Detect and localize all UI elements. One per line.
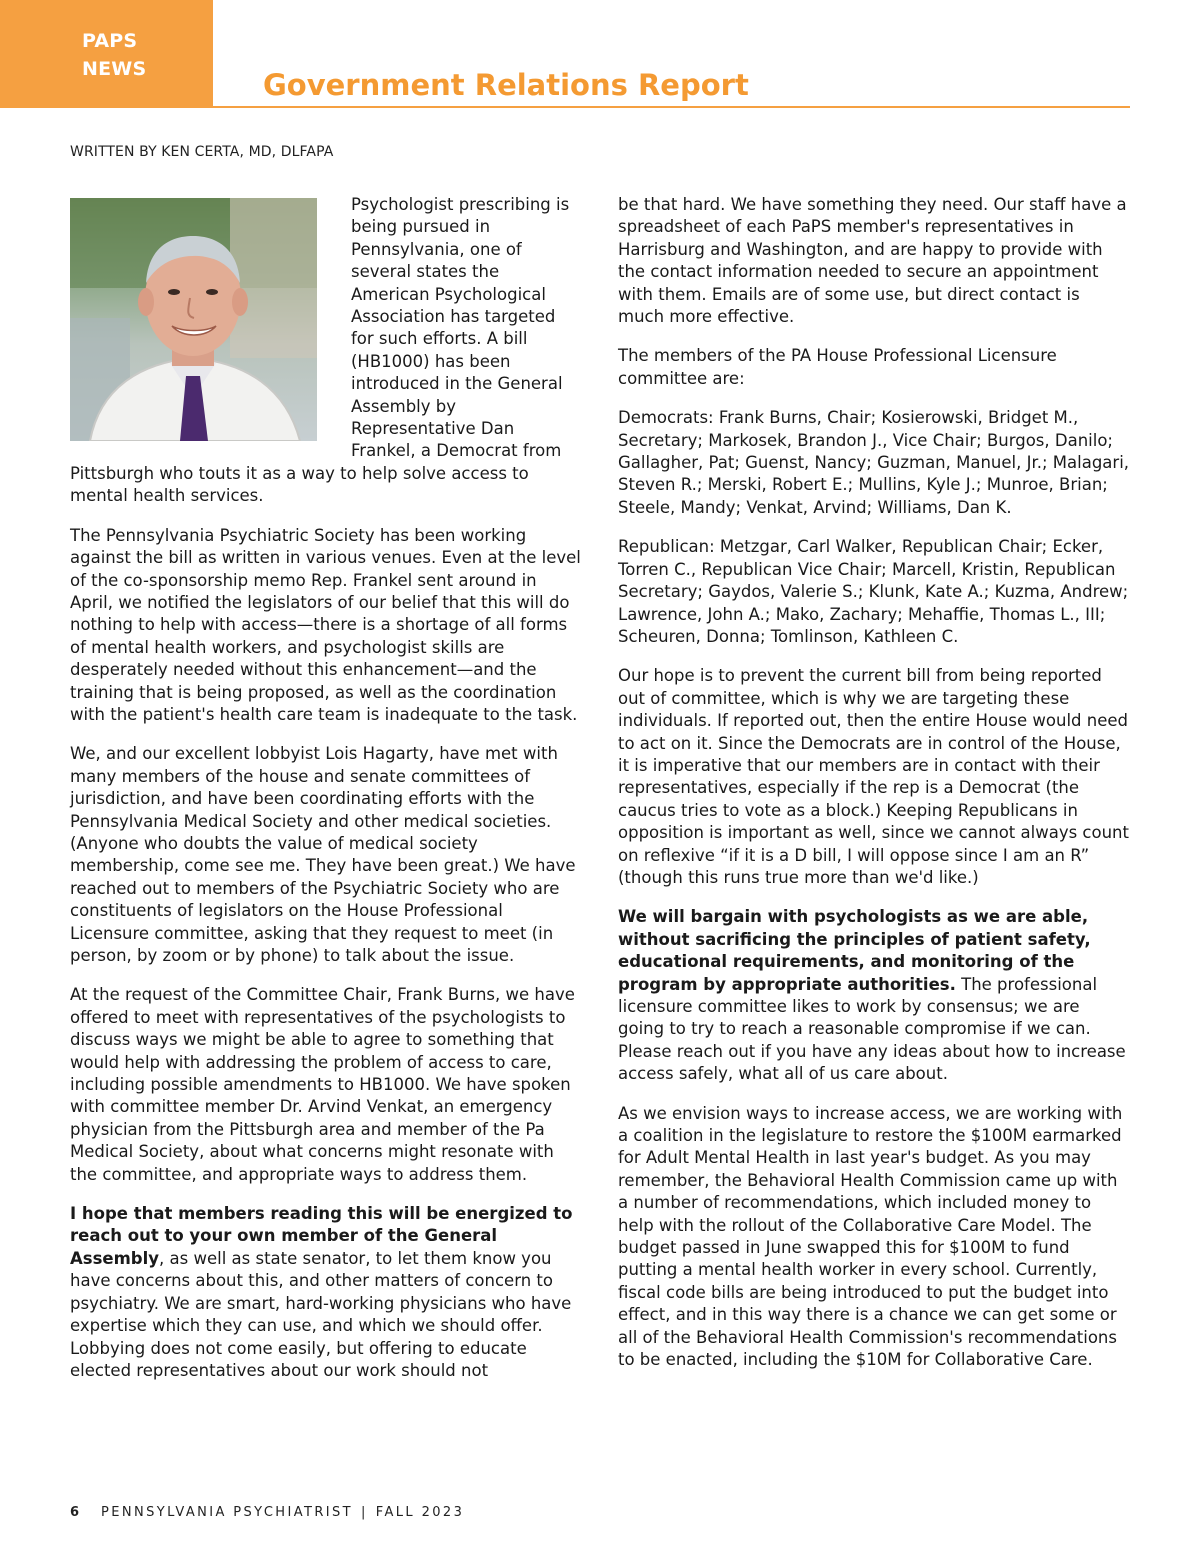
paragraph: Psychologist prescribing is being pursued in Pennsylvania, one of several states the American Psychological Association has targeted for such efforts. A bill (HB1000) has been introduced in the General Assembly by Representative Dan Frankel, a Democrat from Pittsburgh who touts it as a way to help solve access to mental health services. (70, 195, 570, 506)
emphasis-text: I hope that members reading this will be energized to reach out to your own member of the General Assembly (70, 1204, 573, 1268)
paragraph-text: , as well as state senator, to let them know you have concerns about this, and other matters of concern to psychiatry. We are smart, hard-working physicians who have expertise which they can use, and which we should offer. Lobbying does not come easily, but offering to educate elected representatives about our work should not (70, 1248, 572, 1380)
section-label-line1: PAPS (82, 30, 138, 52)
emphasis-text: We will bargain with psychologists as we are able, without sacrificing the principles of patient safety, educational requirements, and monitoring of the program by appropriate authorities. (618, 907, 1091, 994)
paragraph (70, 1203, 582, 1382)
paragraph: As we envision ways to increase access, we are working with a coalition in the legislature to restore the $100M earmarked for Adult Mental Health in last year's budget. As you may remember, the Behavioral Health Commission came up with a number of recommendations, which included money to help with the rollout of the Collaborative Care Model. The budget passed in June swapped this for $100M to fund putting a mental health worker in every school. Currently, fiscal code bills are being introduced to put the budget into effect, and in this way there is a chance we can get some or all of the Behavioral Health Commission's recommendations to be enacted, including the $10M for Collaborative Care. (618, 1103, 1123, 1370)
paragraph: We, and our excellent lobbyist Lois Hagarty, have met with many members of the house and senate committees of jurisdiction, and have been coordinating efforts with the Pennsylvania Medical Society and other medical societies. (Anyone who doubts the value of medical society membership, come see me. They have been great.) We have reached out to members of the Psychiatric Society who are constituents of legislators on the House Professional Licensure committee, asking that they request to meet (in person, by zoom or by phone) to talk about the issue. (70, 744, 576, 965)
paragraph: The Pennsylvania Psychiatric Society has been working against the bill as written in various venues. Even at the level of the co-sponsorship memo Rep. Frankel sent around in April, we notified the legislators of our belief that this will do nothing to help with access—there is a shortage of all forms of mental health workers, and psychologist skills are desperately needed without this enhancement—and the training that is being proposed, as well as the coordination with the patient's health care team is inadequate to the task. (70, 525, 581, 724)
paragraph: Our hope is to prevent the current bill from being reported out of committee, which is why we are targeting these individuals. If reported out, then the entire House would need to act on it. Since the Democrats are in control of the House, it is imperative that our members are in contact with their representatives, especially if the rep is a Democrat (the caucus tries to vote as a block.) Keeping Republicans in opposition is important as well, since we cannot always count on reflexive “if it is a D bill, I will oppose since I am an R” (though this runs true more than we'd like.) (618, 666, 1129, 887)
paragraph: be that hard. We have something they need. Our staff have a spreadsheet of each PaPS member's representatives in Harrisburg and Washington, and are happy to provide with the contact information needed to secure an appointment with them. Emails are of some use, but direct contact is much more effective. (618, 195, 1127, 327)
byline: WRITTEN BY KEN CERTA, MD, DLFAPA (70, 144, 334, 160)
paragraph: Democrats: Frank Burns, Chair; Kosierowski, Bridget M., Secretary; Markosek, Brandon J., Vice Chair; Burgos, Danilo; Gallagher, Pat; Guenst, Nancy; Guzman, Manuel, Jr.; Malagari, Steven R.; Merski, Robert E.; Mullins, Kyle J.; Munroe, Brian; Steele, Mandy; Venkat, Arvind; Williams, Dan K. (618, 408, 1130, 517)
page-title: Government Relations Report (263, 68, 749, 102)
paragraph: The members of the PA House Professional Licensure committee are: (618, 346, 1057, 388)
article-column-right (618, 194, 1130, 1389)
page-footer (70, 1505, 464, 1520)
footer-separator: | (361, 1505, 368, 1520)
paragraph: At the request of the Committee Chair, Frank Burns, we have offered to meet with representatives of the psychologists to discuss ways we might be able to agree to something that would help with addressing the problem of access to care, including possible amendments to HB1000. We have spoken with committee member Dr. Arvind Venkat, an emergency physician from the Pittsburgh area and member of the Pa Medical Society, about what concerns might resonate with the committee, and appropriate ways to address them. (70, 985, 575, 1184)
header-divider (213, 106, 1130, 108)
issue-label: FALL 2023 (375, 1505, 465, 1520)
section-label-line2: NEWS (82, 58, 147, 80)
publication-name: PENNSYLVANIA PSYCHIATRIST (101, 1505, 353, 1520)
paragraph: Republican: Metzgar, Carl Walker, Republican Chair; Ecker, Torren C., Republican Vice Chair; Marcell, Kristin, Republican Secretary; Gaydos, Valerie S.; Klunk, Kate A.; Kuzma, Andrew; Lawrence, John A.; Mako, Zachary; Mehaffie, Thomas L., III; Scheuren, Donna; Tomlinson, Kathleen C. (618, 537, 1129, 646)
section-tab (0, 0, 213, 108)
page-number: 6 (70, 1505, 80, 1520)
article-column-left (70, 194, 582, 1399)
paragraph-text: The professional licensure committee likes to work by consensus; we are going to try to reach a reasonable compromise if we can. Please reach out if you have any ideas about how to increase access safely, what all of us care about. (618, 974, 1126, 1084)
author-portrait-icon (70, 198, 317, 441)
paragraph (618, 906, 1130, 1085)
